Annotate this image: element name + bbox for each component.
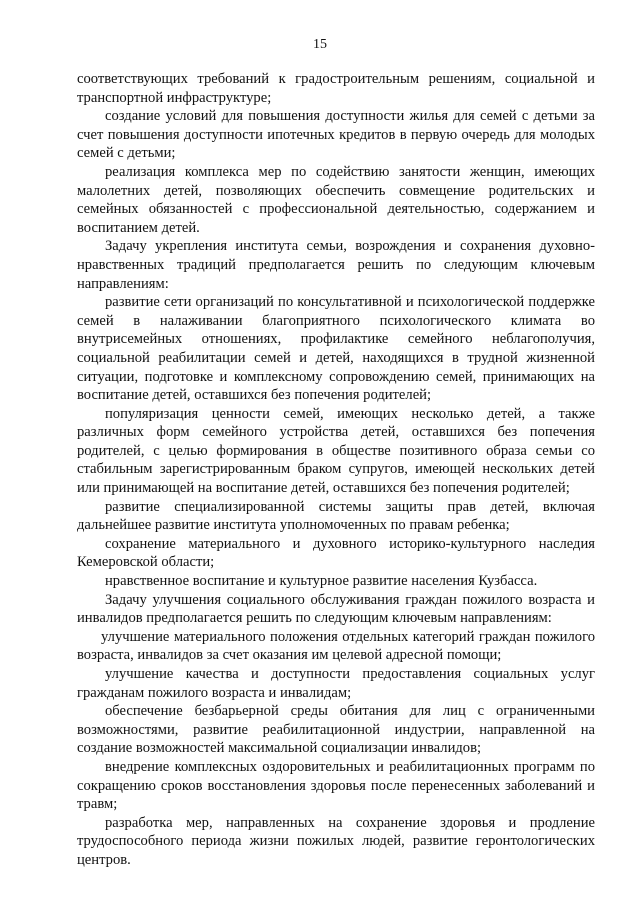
paragraph: развитие сети организаций по консультативной и психологической поддержке семей в налаживании благоприятного психологического климата во внутрисемейных отношениях, профилактике семейного неблагополучия, социальной реабилитации семей и детей, находящихся в трудной жизненной ситуации, подготовке и комплексному сопровождению семей, принимающих на воспитание детей, оставшихся без попечения родителей;	[77, 294, 595, 404]
document-body	[77, 70, 595, 870]
paragraph: реализация комплекса мер по содействию занятости женщин, имеющих малолетних детей, позволяющих обеспечить совмещение родительских и семейных обязанностей с профессиональной деятельностью, содержанием и воспитанием детей.	[77, 163, 595, 236]
paragraph: Задачу улучшения социального обслуживания граждан пожилого возраста и инвалидов предполагается решить по следующим ключевым направлениям:	[77, 591, 595, 627]
paragraph: улучшение качества и доступности предоставления социальных услуг гражданам пожилого возраста и инвалидам;	[77, 666, 595, 701]
paragraph: обеспечение безбарьерной среды обитания для лиц с ограниченными возможностями, развитие реабилитационной индустрии, направленной на создание возможностей максимальной социализации инвалидов;	[77, 703, 595, 757]
paragraph: соответствующих требований к градостроительным решениям, социальной и транспортной инфраструктуре;	[77, 71, 595, 106]
paragraph: Задачу укрепления института семьи, возрождения и сохранения духовно-нравственных традиций предполагается решить по следующим ключевым направлениям:	[77, 238, 595, 292]
paragraph: нравственное воспитание и культурное развитие населения Кузбасса.	[105, 573, 538, 590]
paragraph: улучшение материального положения отдельных категорий граждан пожилого возраста, инвалидов за счет оказания им целевой адресной помощи;	[77, 628, 595, 664]
paragraph: разработка мер, направленных на сохранение здоровья и продление трудоспособного периода жизни пожилых людей, развитие геронтологических центров.	[77, 814, 595, 868]
paragraph: популяризация ценности семей, имеющих несколько детей, а также различных форм семейного устройства детей, оставшихся без попечения родителей, с целью формирования в обществе позитивного образа семьи со стабильным зарегистрированным браком супругов, имеющей нескольких детей или принимающей на воспитание детей, оставшихся без попечения родителей;	[77, 405, 595, 497]
paragraph: развитие специализированной системы защиты прав детей, включая дальнейшее развитие института уполномоченных по правам ребенка;	[77, 498, 595, 534]
paragraph: внедрение комплексных оздоровительных и реабилитационных программ по сокращению сроков восстановления здоровья после перенесенных заболеваний и травм;	[77, 758, 595, 813]
page-number: 15	[313, 37, 327, 52]
paragraph: создание условий для повышения доступности жилья для семей с детьми за счет повышения доступности ипотечных кредитов в первую очередь для молодых семей с детьми;	[77, 108, 595, 162]
paragraph: сохранение материального и духовного историко-культурного наследия Кемеровской области;	[77, 535, 595, 571]
